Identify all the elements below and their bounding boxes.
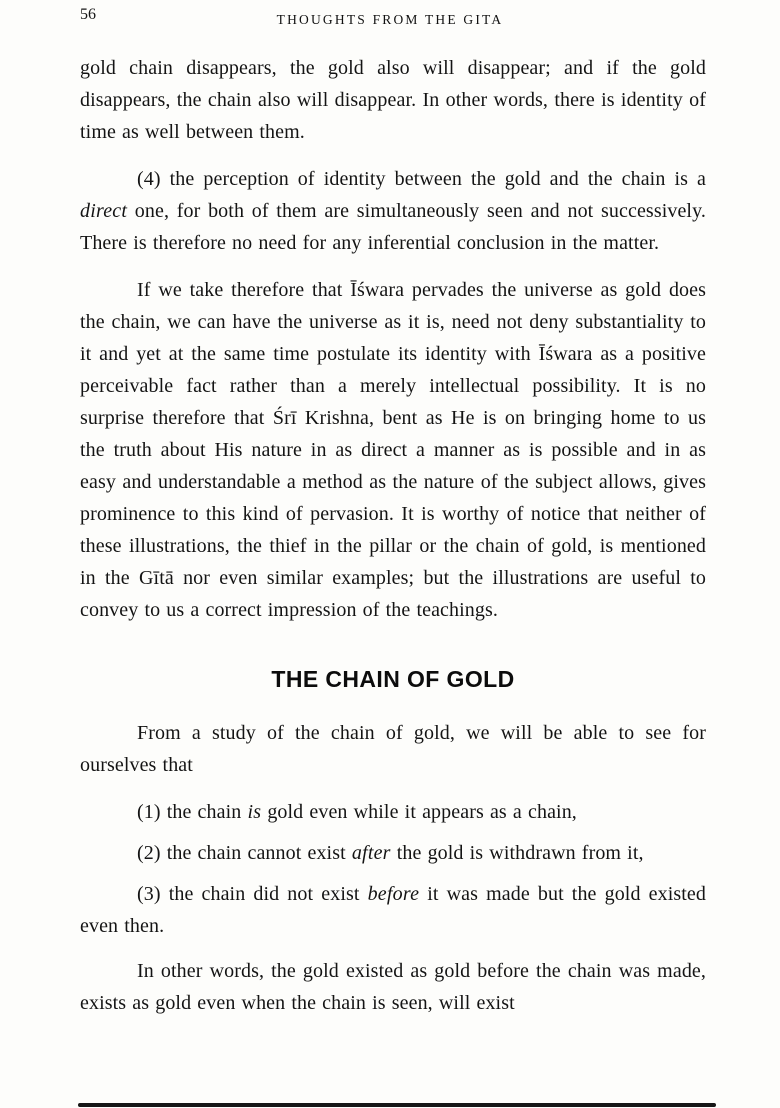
text-segment: it was made but the gold existed even then. (80, 883, 706, 937)
text-segment: gold chain disappears, the gold also will disappear; and if the gold disappears, the chain also will disappear. In other words, there is identity of time as well between them. (80, 57, 706, 143)
text-segment: one, for both of them are simultaneously seen and not successively. There is therefore no need for any inferential conclusion in the matter. (80, 200, 706, 254)
text-segment: the gold is withdrawn from it, (390, 842, 644, 864)
text-segment: after (351, 842, 391, 864)
paragraph-continuation (80, 52, 706, 148)
paragraph-point-4 (80, 163, 706, 259)
section-heading: THE CHAIN OF GOLD (271, 666, 515, 692)
paragraph-closing (80, 955, 706, 1019)
text-segment: (2) the chain cannot exist (137, 842, 352, 864)
paragraph-iswara (80, 274, 706, 626)
text-segment: (4) the perception of identity between the gold and the chain is a (137, 168, 706, 190)
text-segment: From a study of the chain of gold, we will be able to see for ourselves that (80, 722, 706, 776)
text-segment: direct (80, 200, 128, 222)
text-segment: If we take therefore that Īśwara pervades the universe as gold does the chain, we can have the universe as it is, need not deny substantiality to it and yet at the same time postulate its identity with Īśwara as a positive perceivable fact rather than a merely intellectual possibility. It is no surprise therefore that Śrī Krishna, bent as He is on bringing home to us the truth about His nature in as direct a manner as is possible and in as easy and understandable a method as the nature of the subject allows, gives prominence to this kind of pervasion. It is worthy of notice that neither of these illustrations, the thief in the pillar or the chain of gold, is mentioned in the Gītā nor even similar examples; but the illustrations are useful to convey to us a correct impression of the teachings. (80, 279, 706, 621)
running-title: THOUGHTS FROM THE GITA (276, 12, 504, 27)
text-segment: before (367, 883, 420, 905)
text-segment: is (247, 801, 262, 823)
page-number: 56 (80, 6, 96, 23)
text-segment: (3) the chain did not exist (137, 883, 368, 905)
text-segment: (1) the chain (137, 801, 248, 823)
list-item-1 (80, 796, 706, 828)
list-item-3 (80, 878, 706, 942)
scan-edge-artifact (78, 1103, 716, 1107)
text-segment: In other words, the gold existed as gold before the chain was made, exists as gold even when the chain is seen, will exist (80, 960, 706, 1014)
paragraph-study (80, 717, 706, 781)
running-head (0, 0, 780, 40)
list-item-2 (80, 837, 706, 869)
page-content (0, 52, 780, 1019)
text-segment: gold even while it appears as a chain, (261, 801, 577, 823)
